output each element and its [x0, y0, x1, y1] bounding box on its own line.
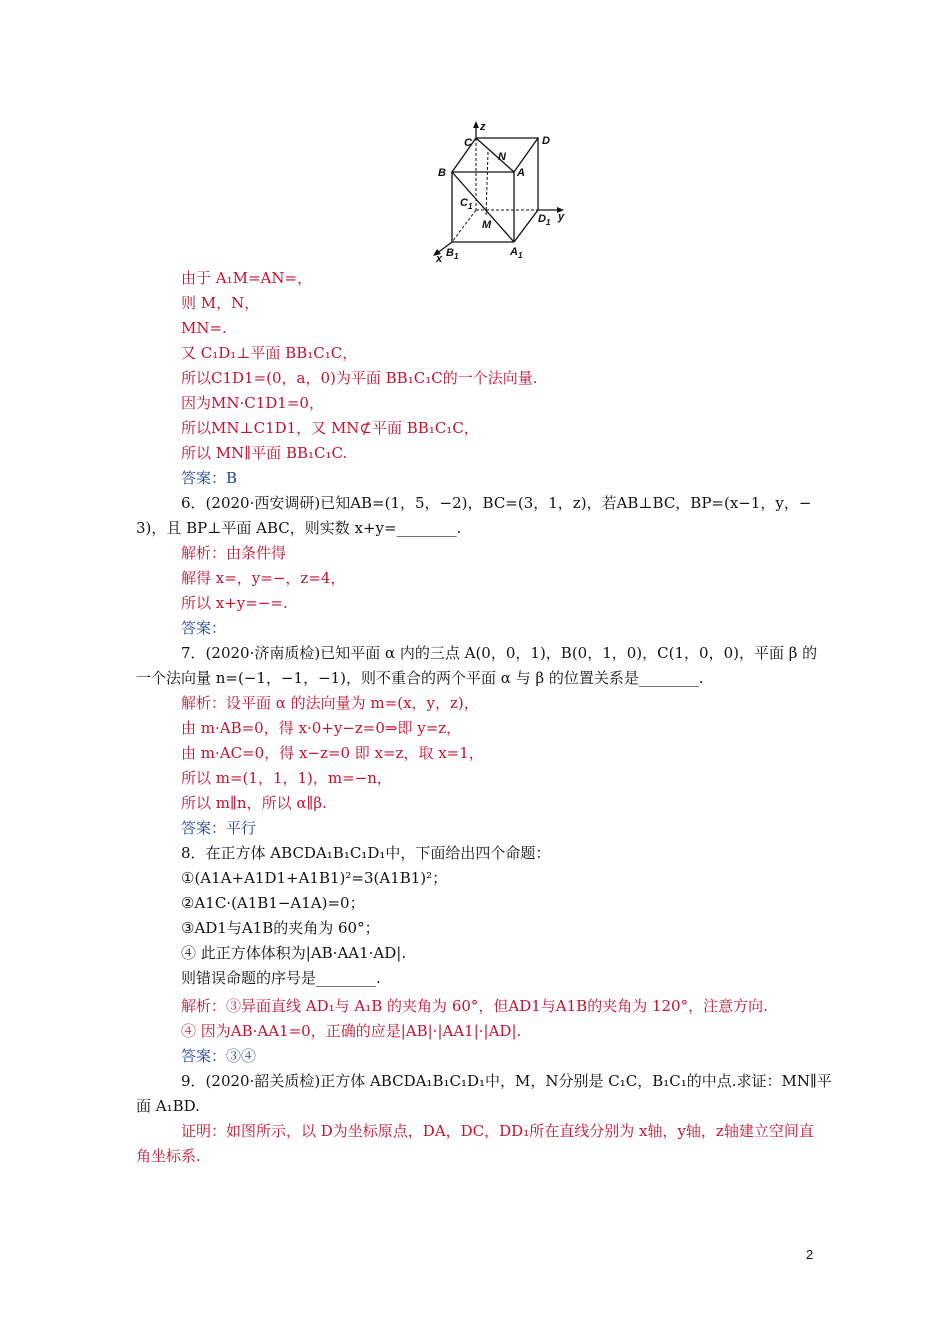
- text-line: 角坐标系.: [136, 1147, 201, 1165]
- text-line: 由 m·AB=0，得 x·0+y−z=0⇒即 y=z，: [181, 719, 462, 737]
- text-line: 解析：设平面 α 的法向量为 m=(x，y，z)，: [181, 694, 479, 712]
- text-line: 所以 x+y=−=.: [181, 594, 288, 612]
- question-line: 一个法向量 n=(−1，−1，−1)，则不重合的两个平面 α 与 β 的位置关系是________.: [136, 669, 704, 687]
- text-line: 所以 m=(1，1，1)，m=−n，: [181, 769, 392, 787]
- cube-figure: [418, 118, 578, 263]
- question-line: 8．在正方体 ABCDA₁B₁C₁D₁中，下面给出四个命题：: [181, 844, 551, 862]
- answer-line: 答案：③④: [181, 1047, 257, 1065]
- text-line: 因为MN·C1D1=0，: [181, 394, 324, 412]
- answer-line: 答案：: [181, 619, 227, 637]
- question-line: ①(A1A+A1D1+A1B1)²=3(A1B1)²；: [181, 869, 448, 887]
- question-line: ②A1C·(A1B1−A1A)=0；: [181, 894, 365, 912]
- answer-line: 答案：平行: [181, 819, 257, 837]
- question-line: 7．(2020·济南质检)已知平面 α 内的三点 A(0，0，1)，B(0，1，0)，C(1，0，0)，平面 β 的: [181, 644, 818, 662]
- question-line: 3)，且 BP⊥平面 ABC，则实数 x+y=________.: [136, 519, 462, 537]
- text-line: 由 m·AC=0，得 x−z=0 即 x=z，取 x=1，: [181, 744, 484, 762]
- text-line: 则 M，N，: [181, 294, 260, 312]
- text-line: 所以 MN∥平面 BB₁C₁C.: [181, 444, 348, 462]
- point-n-label: N: [498, 151, 506, 163]
- text-line: 所以MN⊥C1D1，又 MN⊄平面 BB₁C₁C，: [181, 419, 479, 437]
- text-line: 解析：③异面直线 AD₁与 A₁B 的夹角为 60°，但AD1与A1B的夹角为 120°，注意方向.: [181, 997, 768, 1015]
- question-line: 则错误命题的序号是________.: [181, 969, 381, 987]
- text-line: 解析：由条件得: [181, 544, 287, 562]
- question-line: 面 A₁BD.: [136, 1097, 200, 1115]
- vertex-b1-label: $B_1$: [446, 247, 459, 261]
- y-axis-label: y: [558, 211, 565, 223]
- text-line: ④ 因为AB·AA1=0，正确的应是|AB|·|AA1|·|AD|.: [181, 1022, 522, 1040]
- point-m-label: M: [482, 219, 492, 231]
- vertex-d-label: D: [542, 135, 550, 147]
- z-axis-label: z: [480, 121, 486, 133]
- vertex-c-label: C: [464, 137, 472, 149]
- text-line: MN=.: [181, 319, 227, 337]
- x-axis-label: x: [436, 253, 443, 263]
- vertex-a-label: A: [517, 167, 525, 179]
- text-line: 证明：如图所示，以 D为坐标原点，DA，DC，DD₁所在直线分别为 x轴，y轴，z轴建立空间直: [181, 1122, 814, 1140]
- question-line: 6．(2020·西安调研)已知AB=(1，5，−2)，BC=(3，1，z)，若AB⊥BC，BP=(x−1，y，−: [181, 494, 812, 512]
- page-number: 2: [806, 1247, 814, 1262]
- text-line: 所以 m∥n，所以 α∥β.: [181, 794, 327, 812]
- text-line: 由于 A₁M=AN=，: [181, 269, 313, 287]
- vertex-b-label: B: [438, 167, 446, 179]
- question-line: 9．(2020·韶关质检)正方体 ABCDA₁B₁C₁D₁中，M，N分别是 C₁C，B₁C₁的中点.求证：MN∥平: [181, 1072, 832, 1090]
- vertex-c1-label: $C_1$: [460, 197, 473, 211]
- text-line: 解得 x=，y=−，z=4，: [181, 569, 346, 587]
- question-line: ④ 此正方体体积为|AB·AA1·AD|.: [181, 944, 407, 962]
- vertex-a1-label: $A_1$: [510, 246, 523, 260]
- vertex-d1-label: $D_1$: [538, 213, 551, 227]
- question-line: ③AD1与A1B的夹角为 60°；: [181, 919, 380, 937]
- answer-line: 答案：B: [181, 469, 238, 487]
- text-line: 又 C₁D₁⊥平面 BB₁C₁C，: [181, 344, 358, 362]
- text-line: 所以C1D1=(0，a，0)为平面 BB₁C₁C的一个法向量.: [181, 369, 538, 387]
